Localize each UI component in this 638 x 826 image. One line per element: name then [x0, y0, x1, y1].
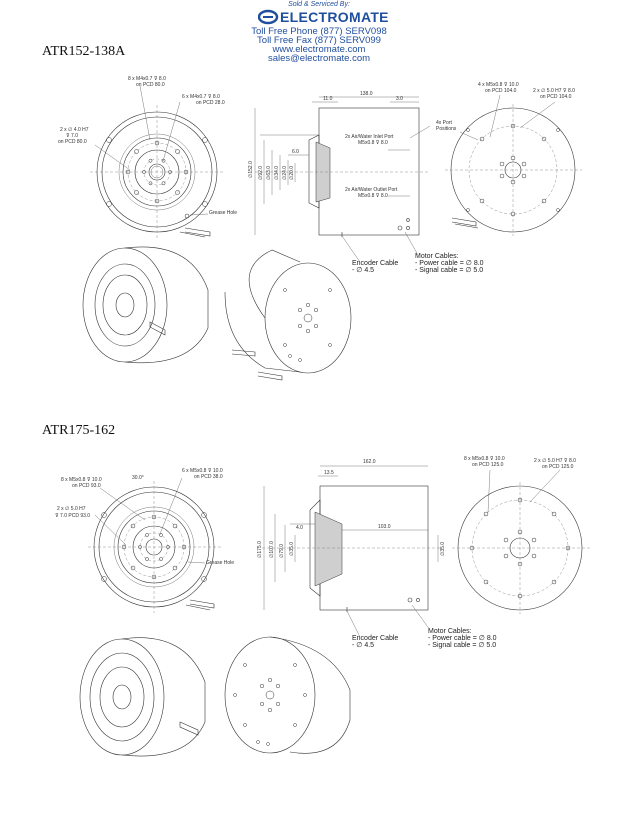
m2-dim-flange: 13.5 — [324, 470, 334, 476]
m1-dim-dia-outer: ∅152.0 — [248, 161, 254, 178]
sold-by-text: Sold & Serviced By: — [288, 1, 350, 8]
m1-dim-dia-6: ∅20.0 — [289, 165, 295, 180]
m1-front-callout-2: on PCD 80.0 — [136, 82, 165, 88]
m2-front-callout-5: 2 x ∅ 5.0 H7 — [57, 506, 86, 512]
m2-encoder-dia: - ∅ 4.5 — [352, 642, 375, 649]
m2-dim-dia-3: ∅79.0 — [279, 543, 285, 558]
m1-inlet-port-thread: M5x0.8 ⊽ 8.0 — [358, 140, 388, 146]
m2-dim-recess: 4.0 — [296, 525, 303, 531]
m2-back-callout-4: on PCD 125.0 — [542, 464, 574, 470]
m1-encoder-label: Encoder Cable — [352, 260, 399, 267]
m1-grease-hole-label: Grease Hole — [209, 210, 238, 216]
m1-back-callout-2: on PCD 104.0 — [485, 88, 517, 94]
m2-dim-dia-outer: ∅175.0 — [257, 541, 263, 558]
m1-dim-dia-4: ∅34.0 — [274, 165, 280, 180]
m2-front-callout-2: on PCD 93.0 — [72, 483, 101, 489]
model1-back-view — [436, 82, 582, 236]
m2-dim-dia-4: ∅35.0 — [289, 541, 295, 556]
model1-iso-back — [225, 250, 351, 380]
m2-angle-label: 30.0° — [132, 475, 144, 481]
email-link[interactable]: sales@electromate.com — [267, 53, 371, 64]
model-title-2: ATR175-162 — [42, 423, 116, 438]
m1-power-cable: - Power cable = ∅ 8.0 — [415, 260, 484, 267]
m2-signal-cable: - Signal cable = ∅ 5.0 — [428, 642, 497, 649]
m1-dim-dia-3: ∅63.0 — [266, 165, 272, 180]
m1-back-callout-1: 4 x M5x0.8 ⊽ 10.0 — [478, 82, 519, 88]
m2-front-callout-1: 8 x M5x0.8 ⊽ 10.0 — [61, 477, 102, 483]
m1-dim-step: 3.0 — [396, 96, 403, 102]
m2-front-callout-3: 6 x M5x0.8 ⊽ 10.0 — [182, 468, 223, 474]
model2-iso-back — [225, 637, 350, 753]
model2-back-view — [452, 456, 590, 614]
m1-port-positions-1: 4x Port — [436, 120, 452, 126]
m2-motor-label: Motor Cables: — [428, 628, 472, 635]
model2-front-view — [55, 468, 234, 613]
m2-power-cable: - Power cable = ∅ 8.0 — [428, 635, 497, 642]
m2-dim-dia-2: ∅107.0 — [269, 541, 275, 558]
model1-front-view — [58, 76, 237, 239]
m1-front-callout-4: on PCD 28.0 — [196, 100, 225, 106]
m1-front-callout-1: 8 x M4x0.7 ⊽ 8.0 — [128, 76, 166, 82]
m2-dim-dia-5: ∅35.0 — [440, 541, 446, 556]
m2-dim-bore-length: 103.0 — [378, 524, 391, 530]
model2-iso-front — [80, 638, 205, 756]
m1-dim-dia-5: ∅24.0 — [282, 165, 288, 180]
m2-grease-hole-label: Grease Hole — [206, 560, 235, 566]
m1-dim-length: 138.0 — [360, 91, 373, 97]
m2-back-callout-3: 2 x ∅ 5.0 H7 ⊽ 8.0 — [534, 458, 576, 464]
m1-outlet-port-thread: M5x0.8 ⊽ 8.0 — [358, 193, 388, 199]
brand-name: ELECTROMATE — [280, 9, 389, 25]
m1-back-callout-4: on PCD 104.0 — [540, 94, 572, 100]
m1-dim-dia-2: ∅92.0 — [258, 165, 264, 180]
model2-side-view — [257, 459, 497, 649]
m2-front-callout-6: ⊽ 7.0 PCD 93.0 — [55, 513, 91, 519]
m1-front-callout-6: ⊽ 7.0 — [66, 133, 78, 139]
m1-dim-recess: 6.0 — [292, 149, 299, 155]
m1-encoder-dia: - ∅ 4.5 — [352, 267, 375, 274]
fax-line: Toll Free Fax (877) SERV099 — [257, 35, 381, 46]
m1-front-callout-7: on PCD 80.0 — [58, 139, 87, 145]
m1-signal-cable: - Signal cable = ∅ 5.0 — [415, 267, 484, 274]
phone-line: Toll Free Phone (877) SERV098 — [251, 26, 387, 37]
m1-outlet-port-label: 2x Air/Water Outlet Port — [345, 187, 398, 193]
m2-front-callout-4: on PCD 38.0 — [194, 474, 223, 480]
website-link[interactable]: www.electromate.com — [272, 44, 366, 55]
m1-dim-flange: 11.0 — [323, 96, 333, 102]
model1-iso-front — [83, 247, 208, 363]
m1-front-callout-5: 2 x ∅ 4.0 H7 — [60, 127, 89, 133]
m1-inlet-port-label: 2x Air/Water Inlet Port — [345, 134, 394, 140]
model-title-1: ATR152-138A — [42, 44, 126, 59]
m1-port-positions-2: Positions — [436, 126, 457, 132]
m1-front-callout-3: 6 x M4x0.7 ⊽ 8.0 — [182, 94, 220, 100]
model1-side-view — [248, 91, 484, 274]
m2-dim-length: 162.0 — [363, 459, 376, 465]
m2-encoder-label: Encoder Cable — [352, 635, 399, 642]
m2-back-callout-2: on PCD 125.0 — [472, 462, 504, 468]
m1-motor-label: Motor Cables: — [415, 253, 459, 260]
m2-back-callout-1: 8 x M5x0.8 ⊽ 10.0 — [464, 456, 505, 462]
m1-back-callout-3: 2 x ∅ 5.0 H7 ⊽ 8.0 — [533, 88, 575, 94]
